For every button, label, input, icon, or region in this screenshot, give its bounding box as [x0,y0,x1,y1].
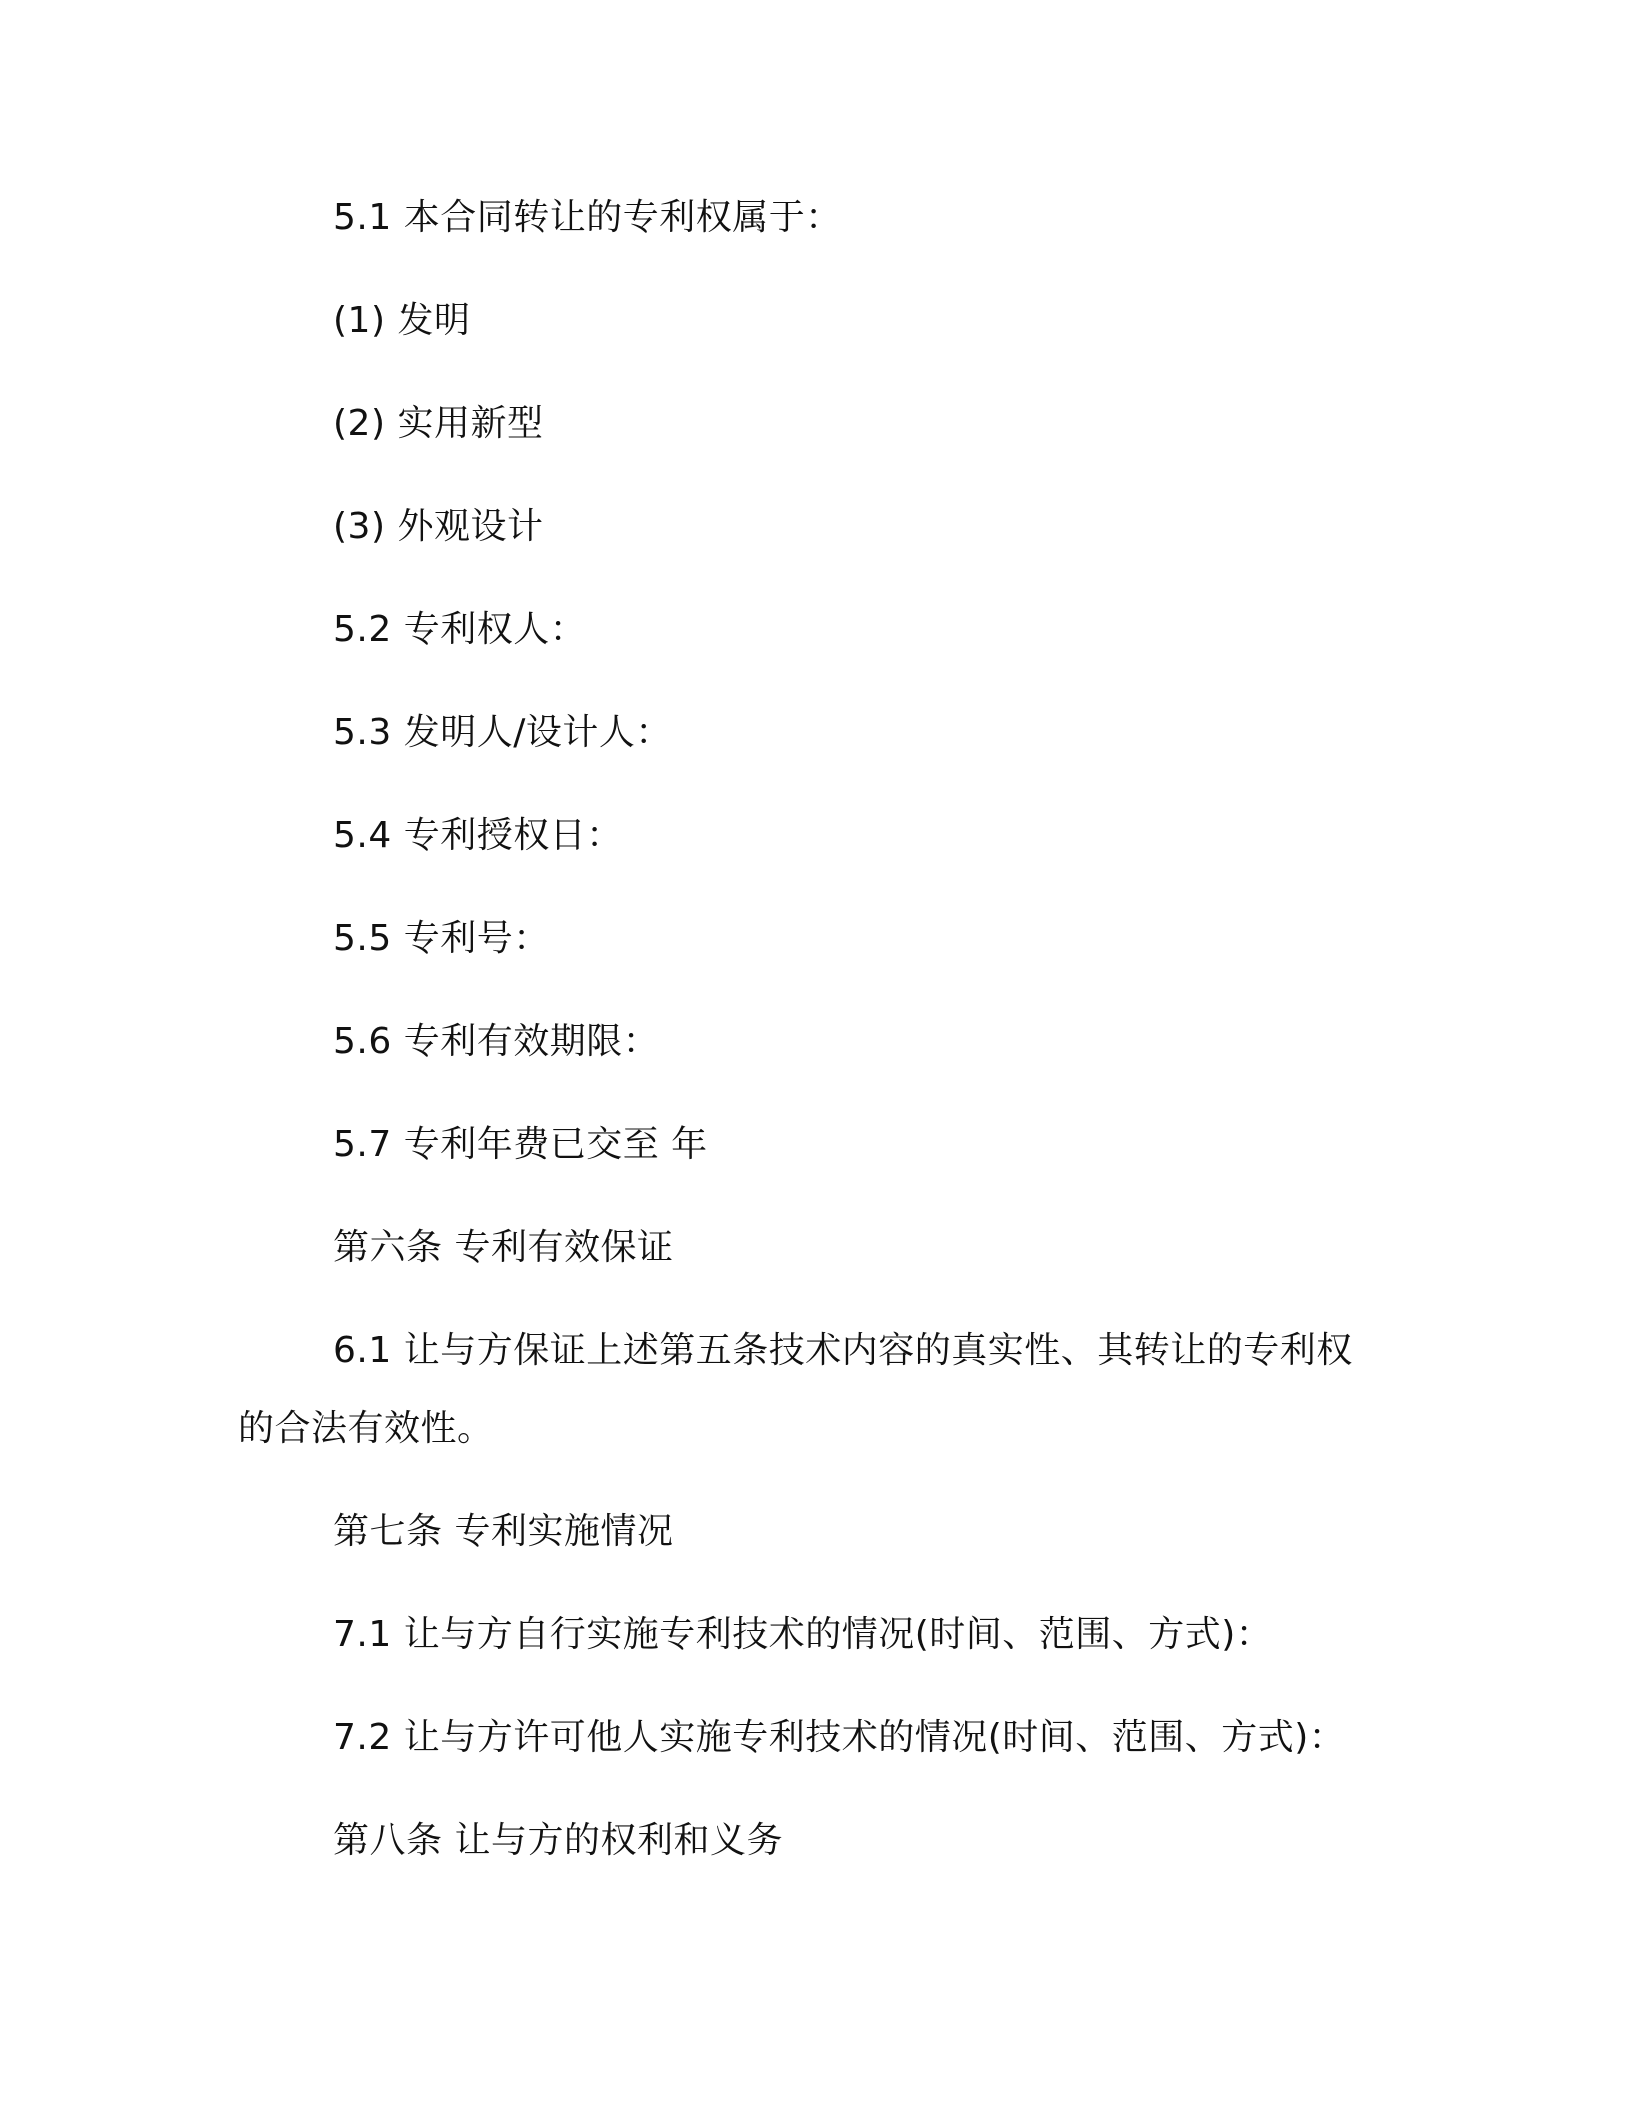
article-8-heading: 第八条 让与方的权利和义务 [333,1820,783,1861]
option-utility-model: (2) 实用新型 [333,403,544,444]
clause-7-1: 7.1 让与方自行实施专利技术的情况(时间、范围、方式)： [333,1614,1273,1655]
clause-6-1: 6.1 让与方保证上述第五条技术内容的真实性、其转让的专利权 [333,1330,1353,1371]
clause-5-5: 5.5 专利号： [333,918,550,959]
clause-6-1-continuation: 的合法有效性。 [238,1408,494,1449]
clause-5-1: 5.1 本合同转让的专利权属于： [333,197,842,238]
clause-5-7: 5.7 专利年费已交至 年 [333,1124,708,1165]
clause-7-2: 7.2 让与方许可他人实施专利技术的情况(时间、范围、方式)： [333,1717,1346,1758]
clause-5-6: 5.6 专利有效期限： [333,1021,660,1062]
clause-5-2: 5.2 专利权人： [333,609,587,650]
option-design: (3) 外观设计 [333,506,544,547]
article-7-heading: 第七条 专利实施情况 [333,1511,674,1552]
option-invention: (1) 发明 [333,300,471,341]
clause-5-4: 5.4 专利授权日： [333,815,623,856]
clause-5-3: 5.3 发明人/设计人： [333,712,672,753]
article-6-heading: 第六条 专利有效保证 [333,1227,674,1268]
